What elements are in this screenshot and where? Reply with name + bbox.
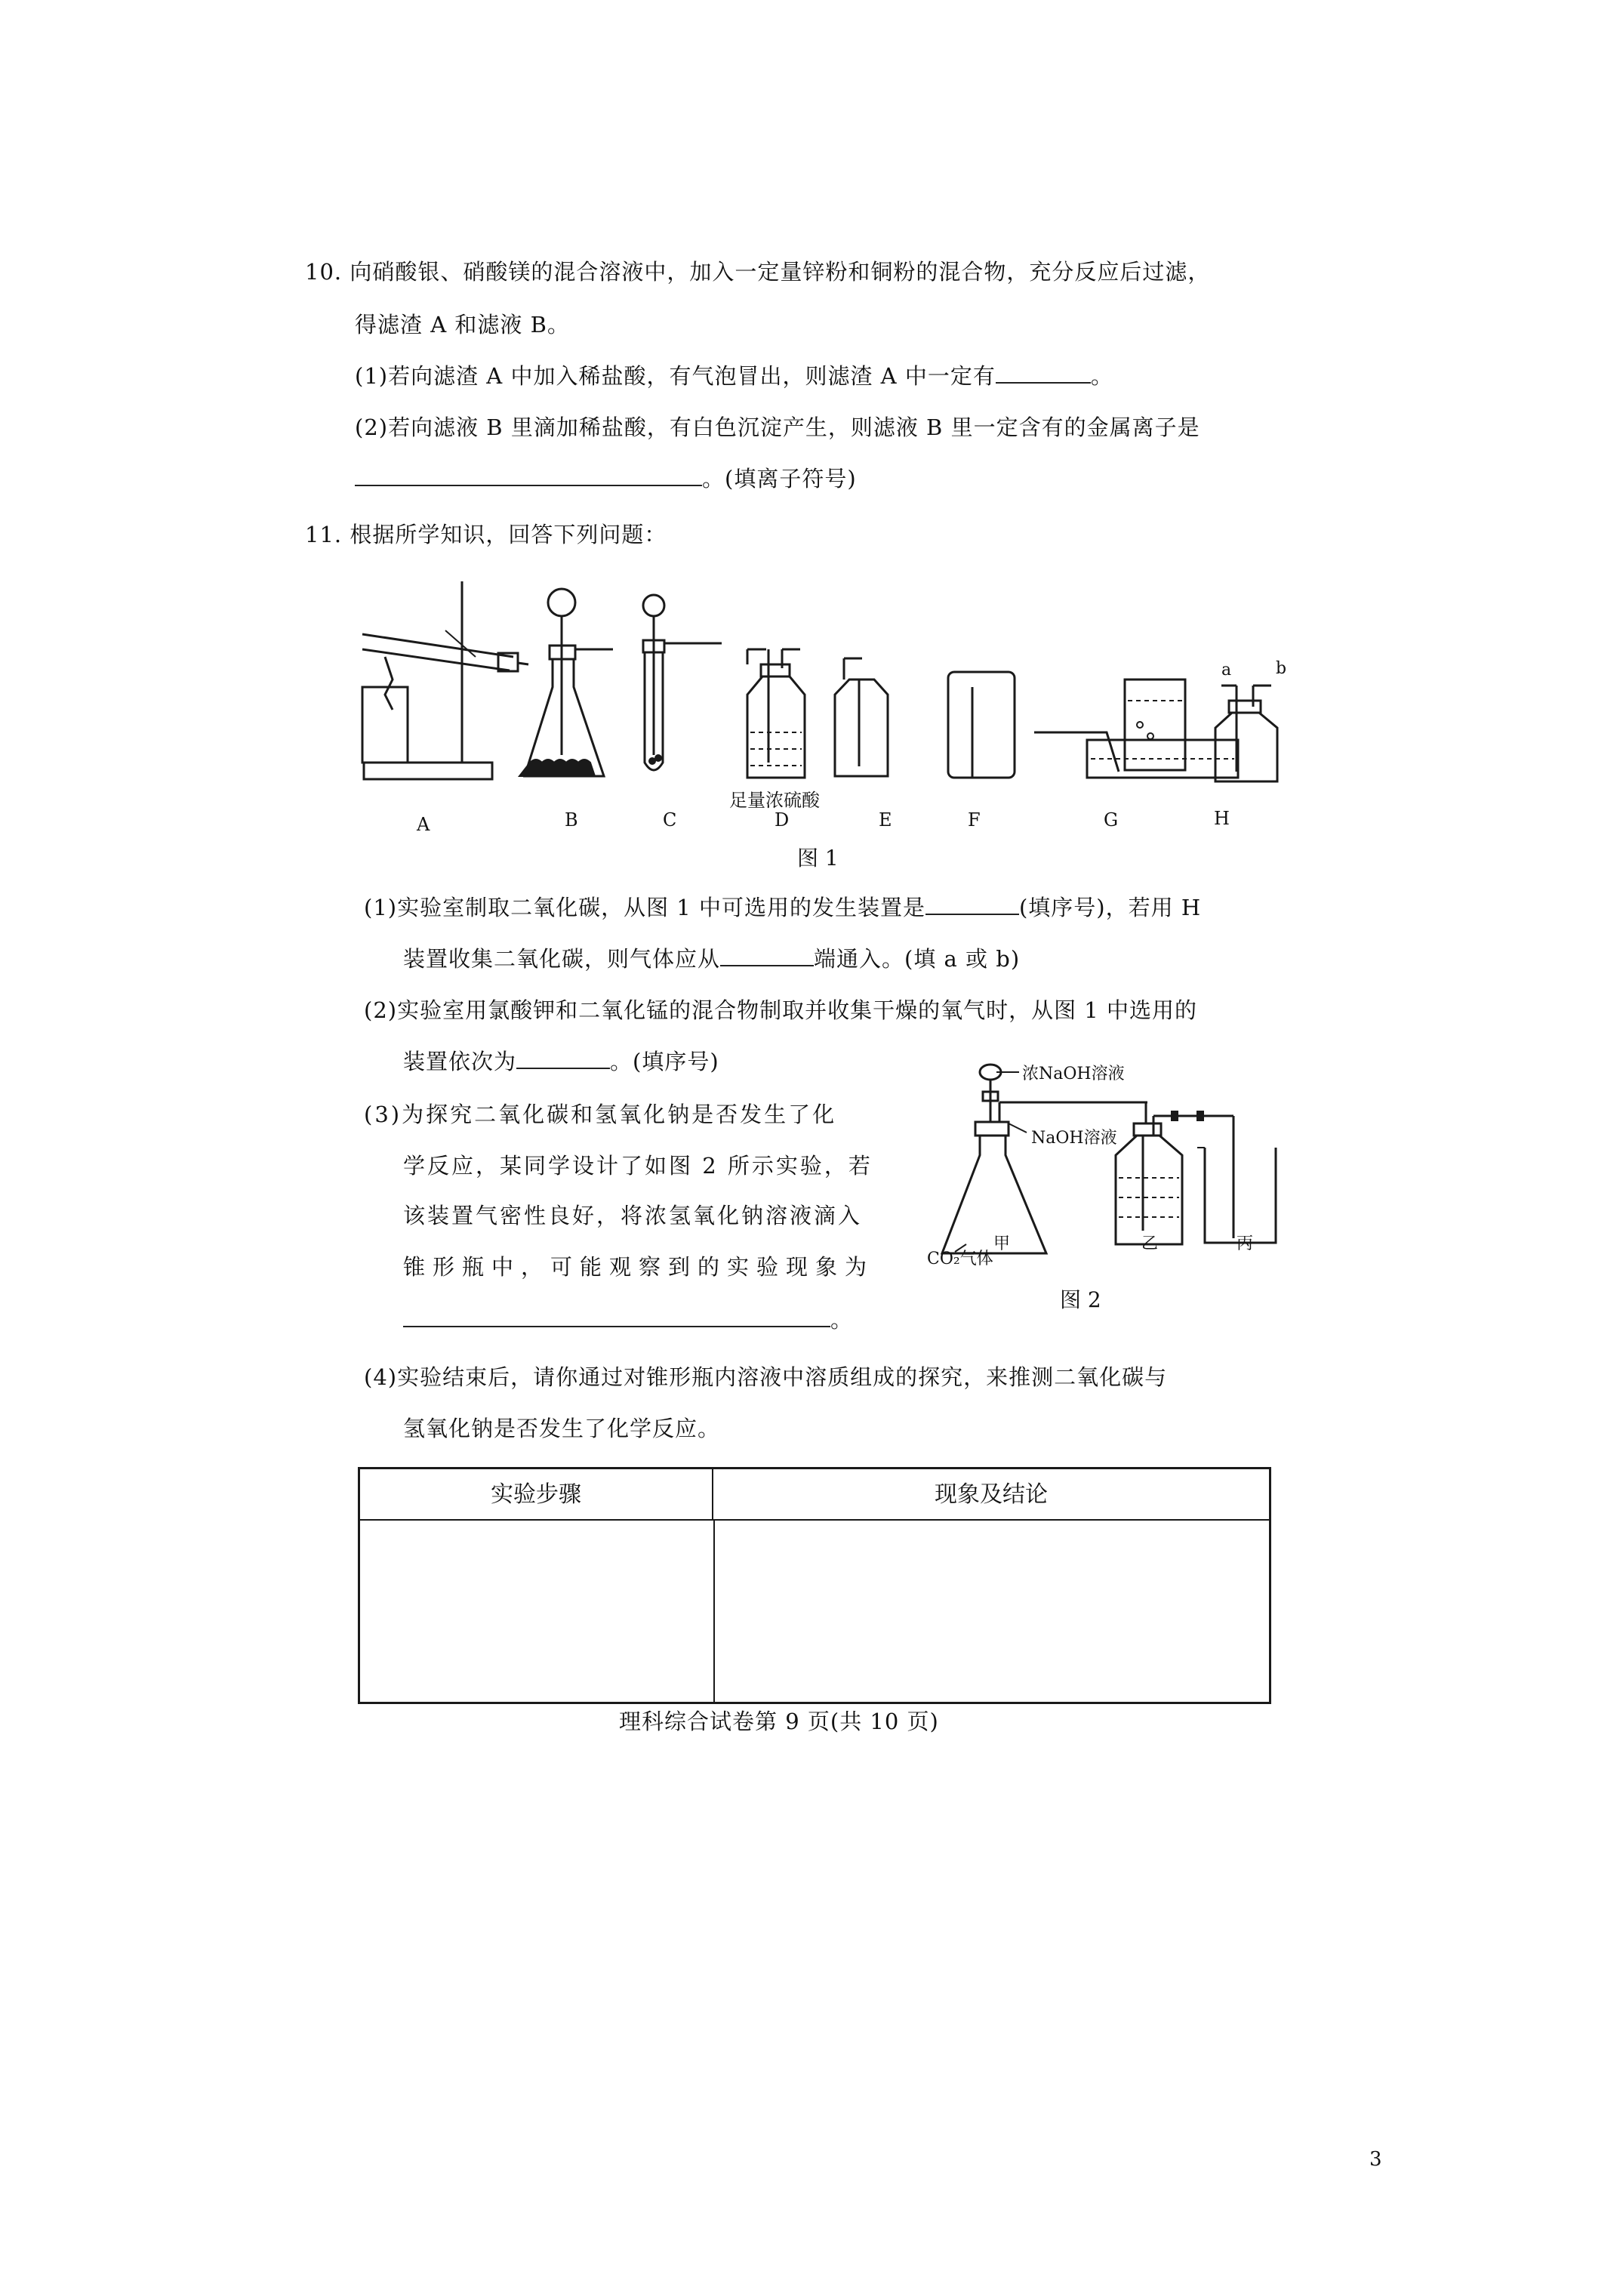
q10-part2-tail: 。(填离子符号)	[702, 466, 857, 492]
q11-sub2-text-c: 。(填序号)	[610, 1049, 719, 1074]
fig2-label-naoh: NaOH溶液	[1031, 1129, 1117, 1148]
fig1-label-g: G	[1104, 809, 1119, 831]
fig1-label-a: A	[417, 814, 430, 835]
q11-sub1-text-b: (填序号)，若用 H	[1018, 895, 1202, 920]
q10-part1-text: (1)若向滤渣 A 中加入稀盐酸，有气泡冒出，则滤渣 A 中一定有	[355, 363, 996, 389]
q10-line2: 得滤渣 A 和滤液 B。	[355, 312, 570, 337]
q11-sub1-text-a: (1)实验室制取二氧化碳，从图 1 中可选用的发生装置是	[364, 895, 925, 920]
fig1-caption: 图 1	[797, 846, 839, 871]
q11-sub1-blank1[interactable]	[925, 894, 1019, 915]
apparatus-h	[1215, 659, 1286, 781]
q11-sub3-line1: (3)为探究二氧化碳和氢氧化钠是否发生了化	[364, 1102, 837, 1127]
q10-part1	[355, 361, 1113, 391]
q11-sub3-blank[interactable]	[403, 1306, 830, 1327]
fig2-caption: 图 2	[1060, 1287, 1101, 1312]
q11-sub2-blank[interactable]	[516, 1048, 610, 1069]
q11-sub2-line1: (2)实验室用氯酸钾和二氧化锰的混合物制取并收集干燥的氧气时，从图 1 中选用的	[364, 997, 1197, 1023]
q11-sub1-text-c: 装置收集二氧化碳，则气体应从	[403, 946, 721, 972]
answer-table	[358, 1467, 1271, 1704]
fig2-label-naoh-conc: 浓NaOH溶液	[1022, 1065, 1125, 1083]
table-header-results: 现象及结论	[713, 1469, 1269, 1521]
q10-part2-blank[interactable]	[355, 465, 702, 486]
q11-sub2-line2	[403, 1046, 719, 1077]
fig1-label-b: B	[565, 809, 578, 831]
q11-sub1-line2	[403, 944, 1020, 974]
q11-sub1-blank2[interactable]	[720, 945, 814, 966]
fig1-label-d-note: 足量浓硫酸	[729, 790, 820, 811]
q10-part2-answer	[355, 464, 857, 494]
page-number: 3	[1369, 2148, 1383, 2171]
fig1-label-e: E	[879, 809, 892, 831]
page-footer: 理科综合试卷第 9 页(共 10 页)	[619, 1709, 939, 1734]
q11-sub3-line2: 学反应，某同学设计了如图 2 所示实验，若	[403, 1153, 873, 1179]
fig2-label-bing: 丙	[1236, 1234, 1254, 1253]
apparatus-a	[362, 581, 528, 779]
fig2-label-jia: 甲	[993, 1234, 1011, 1253]
q11-sub2-text-b: 装置依次为	[403, 1049, 517, 1074]
q10-part1-end: 。	[1090, 363, 1113, 389]
q11-sub1-text-d: 端通入。(填 a 或 b)	[814, 946, 1021, 972]
q10-part2: (2)若向滤液 B 里滴加稀盐酸，有白色沉淀产生，则滤液 B 里一定含有的金属离子是	[355, 415, 1200, 440]
fig1-label-c: C	[663, 809, 677, 831]
q11-sub1-line1	[364, 892, 1201, 923]
apparatus-f	[948, 672, 1015, 778]
bottle-yi	[1116, 1102, 1233, 1244]
q11-sub3-line4: 锥形瓶中，可能观察到的实验现象为	[403, 1254, 875, 1280]
apparatus-c	[643, 595, 722, 770]
q11-sub3-end: 。	[830, 1307, 854, 1333]
table-header-steps: 实验步骤	[360, 1469, 713, 1521]
fig2-label-yi: 乙	[1141, 1234, 1159, 1253]
fig2-label-co2: CO₂气体	[927, 1250, 993, 1268]
apparatus-e	[835, 658, 888, 776]
q11-title: 11. 根据所学知识，回答下列问题：	[305, 522, 667, 547]
q11-sub4-line1: (4)实验结束后，请你通过对锥形瓶内溶液中溶质组成的探究，来推测二氧化碳与	[364, 1364, 1168, 1390]
fig1-label-h: H	[1214, 808, 1230, 829]
q10-line1: 10. 向硝酸银、硝酸镁的混合溶液中，加入一定量锌粉和铜粉的混合物，充分反应后过滤，	[305, 259, 1211, 285]
q10-part1-blank[interactable]	[996, 362, 1091, 384]
beaker-bing	[1197, 1116, 1276, 1243]
q11-sub3-answer	[403, 1305, 853, 1335]
apparatus-d	[747, 649, 805, 778]
h-port-a: a	[1221, 661, 1232, 680]
apparatus-b	[519, 589, 613, 776]
fig1-label-f: F	[968, 809, 981, 831]
apparatus-g	[1034, 680, 1238, 778]
q11-sub4-line2: 氢氧化钠是否发生了化学反应。	[403, 1416, 721, 1441]
h-port-b: b	[1276, 659, 1287, 678]
q11-sub3-line3: 该装置气密性良好，将浓氢氧化钠溶液滴入	[403, 1203, 863, 1228]
table-divider	[713, 1521, 715, 1702]
fig1-label-d: D	[775, 809, 790, 831]
